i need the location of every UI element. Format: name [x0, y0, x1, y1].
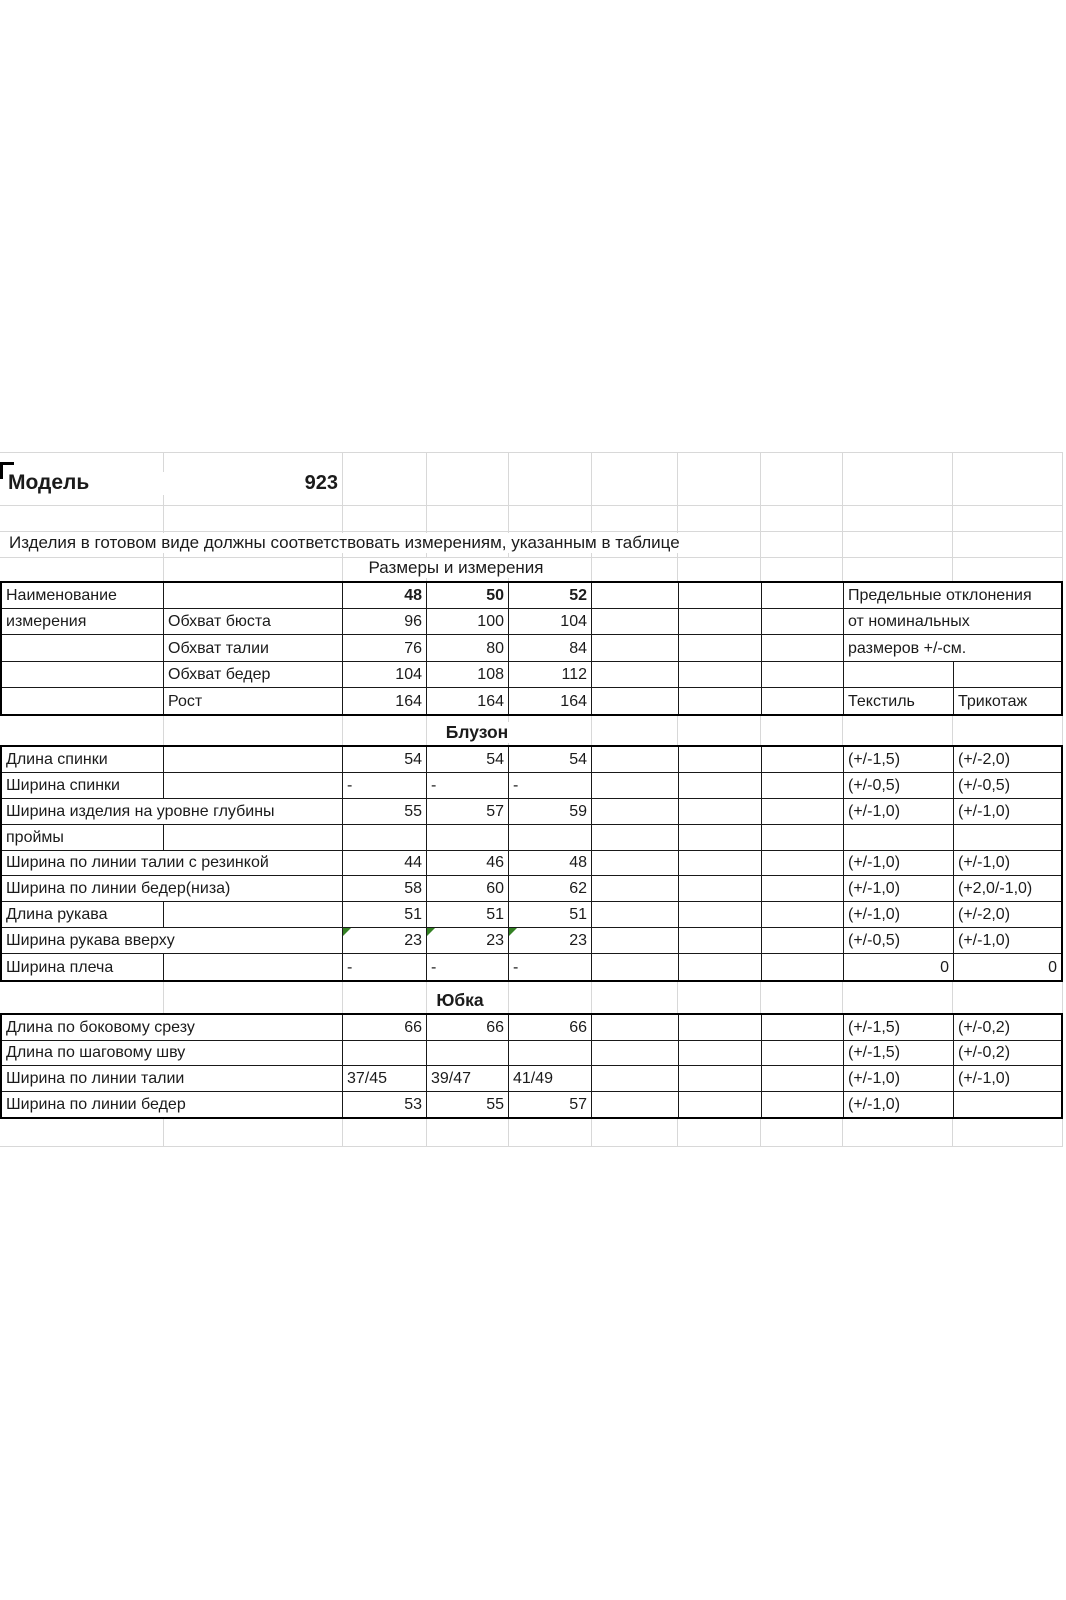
- empty-cell: [592, 825, 679, 851]
- row-label: Ширина по линии бедер(низа): [2, 876, 343, 902]
- empty-cell: [762, 825, 844, 851]
- row-label: Обхват бедер: [164, 662, 343, 688]
- name-header-line1: Наименование: [2, 583, 164, 609]
- tolerance-note-line3: размеров +/-см.: [844, 635, 1061, 661]
- cell-value: 66: [427, 1015, 509, 1041]
- row-label: Длина спинки: [2, 747, 164, 773]
- empty-cell: [679, 747, 762, 773]
- cell-value: -: [343, 773, 427, 799]
- row-label: проймы: [2, 825, 164, 851]
- row-label: Ширина изделия на уровне глубины: [2, 799, 343, 825]
- cell-value: 23: [569, 932, 587, 950]
- knit-tolerance: (+/-2,0): [954, 902, 1061, 928]
- size-52-header: 52: [509, 583, 592, 609]
- empty-cell: [2, 635, 164, 661]
- cell-value: 54: [509, 747, 592, 773]
- cell-value: 164: [427, 688, 509, 714]
- cell-value: 66: [509, 1015, 592, 1041]
- cell-value-flagged: [343, 928, 427, 954]
- empty-cell: [343, 825, 427, 851]
- empty-cell: [762, 876, 844, 902]
- textile-tolerance: (+/-1,0): [844, 799, 954, 825]
- empty-cell: [679, 876, 762, 902]
- knit-tolerance: (+2,0/-1,0): [954, 876, 1061, 902]
- empty-cell: [762, 1015, 844, 1041]
- empty-cell: [679, 825, 762, 851]
- empty-cell: [844, 662, 954, 688]
- conformity-note: Изделия в готовом виде должны соответствовать измерениям, указанным в таблице: [9, 533, 680, 552]
- cell-value: 23: [404, 932, 422, 950]
- empty-cell: [762, 928, 844, 954]
- cell-value: 76: [343, 635, 427, 661]
- cell-value: 96: [343, 609, 427, 635]
- textile-tolerance: (+/-1,5): [844, 1015, 954, 1041]
- empty-cell: [592, 609, 679, 635]
- empty-cell: [762, 688, 844, 714]
- cell-value: 100: [427, 609, 509, 635]
- empty-cell: [2, 688, 164, 714]
- empty-cell: [762, 851, 844, 877]
- empty-cell: [2, 662, 164, 688]
- empty-cell: [762, 747, 844, 773]
- empty-cell: [592, 583, 679, 609]
- cell-value: 44: [343, 851, 427, 877]
- row-label: Обхват бюста: [164, 609, 343, 635]
- table-title: Размеры и измерения: [364, 558, 547, 578]
- textile-column-header: Текстиль: [844, 688, 954, 714]
- empty-cell: [679, 1066, 762, 1092]
- cell-value: 51: [509, 902, 592, 928]
- empty-cell: [679, 799, 762, 825]
- empty-cell: [592, 902, 679, 928]
- textile-tolerance: (+/-1,0): [844, 851, 954, 877]
- empty-cell: [762, 609, 844, 635]
- empty-cell: [164, 773, 343, 799]
- row-label: Ширина по линии талии: [2, 1066, 343, 1092]
- row-label: Ширина рукава вверху: [2, 928, 343, 954]
- empty-cell: [509, 825, 592, 851]
- empty-cell: [592, 1041, 679, 1067]
- knit-tolerance: 0: [1048, 959, 1057, 976]
- empty-cell: [762, 1041, 844, 1067]
- cell-value: 46: [427, 851, 509, 877]
- empty-cell: [679, 928, 762, 954]
- empty-cell: [164, 902, 343, 928]
- row-label: Длина по шаговому шву: [2, 1041, 343, 1067]
- empty-cell: [844, 825, 954, 851]
- empty-cell: [679, 902, 762, 928]
- cell-value: 164: [343, 688, 427, 714]
- cell-value: 164: [509, 688, 592, 714]
- empty-cell: [592, 1066, 679, 1092]
- section-title-skirt: Юбка: [430, 990, 489, 1011]
- empty-cell: [427, 1041, 509, 1067]
- empty-cell: [592, 662, 679, 688]
- knit-tolerance: (+/-2,0): [954, 747, 1061, 773]
- cell-value: 23: [486, 932, 504, 950]
- empty-cell: [954, 1092, 1061, 1118]
- section-title-blouson: Блузон: [440, 722, 515, 743]
- cell-value: 84: [509, 635, 592, 661]
- cell-value: -: [427, 773, 509, 799]
- section-strip-skirt: [0, 982, 1063, 1013]
- empty-cell: [762, 662, 844, 688]
- size-50-header: 50: [427, 583, 509, 609]
- cell-value: -: [509, 773, 592, 799]
- empty-cell: [954, 662, 1061, 688]
- empty-cell: [164, 583, 343, 609]
- cell-value: 57: [427, 799, 509, 825]
- textile-tolerance: (+/-1,0): [844, 1066, 954, 1092]
- empty-cell: [762, 1066, 844, 1092]
- cell-value: 48: [509, 851, 592, 877]
- row-label: Длина рукава: [2, 902, 164, 928]
- empty-cell: [762, 635, 844, 661]
- textile-tolerance: 0: [844, 954, 954, 980]
- textile-tolerance: (+/-0,5): [844, 928, 954, 954]
- cell-value: 54: [343, 747, 427, 773]
- cell-value: 54: [427, 747, 509, 773]
- empty-cell: [592, 635, 679, 661]
- empty-cell: [592, 954, 679, 980]
- blouson-table: [0, 745, 1063, 982]
- error-flag-icon: [427, 928, 435, 936]
- row-label: Обхват талии: [164, 635, 343, 661]
- knit-tolerance: (+/-1,0): [954, 851, 1061, 877]
- knit-column-header: Трикотаж: [958, 693, 1028, 710]
- empty-cell: [592, 851, 679, 877]
- textile-tolerance: (+/-1,0): [844, 876, 954, 902]
- cell-value: 39/47: [427, 1066, 509, 1092]
- cell-value: 112: [509, 662, 592, 688]
- sizes-header-table: [0, 581, 1063, 716]
- knit-tolerance: (+/-0,5): [954, 773, 1061, 799]
- empty-cell: [954, 825, 1061, 851]
- error-flag-icon: [509, 928, 517, 936]
- tolerance-note-line1: Предельные отклонения: [844, 583, 1061, 609]
- row-label: Ширина по линии талии с резинкой: [2, 851, 343, 877]
- cell-value: 62: [509, 876, 592, 902]
- cell-value: 108: [427, 662, 509, 688]
- knit-tolerance: (+/-1,0): [954, 1066, 1061, 1092]
- textile-tolerance: (+/-1,5): [844, 1041, 954, 1067]
- empty-cell: [762, 902, 844, 928]
- knit-tolerance: (+/-1,0): [954, 799, 1061, 825]
- cell-value: -: [427, 954, 509, 980]
- cell-value: -: [509, 954, 592, 980]
- cell-value: -: [343, 954, 427, 980]
- empty-cell: [343, 1041, 427, 1067]
- cell-value: 51: [343, 902, 427, 928]
- gridlines-bottom: [0, 1119, 1063, 1147]
- empty-cell: [592, 1015, 679, 1041]
- cell-value-flagged: [427, 928, 509, 954]
- empty-cell: [679, 851, 762, 877]
- model-number: 923: [163, 472, 342, 495]
- cell-value: 60: [427, 876, 509, 902]
- size-48-header: 48: [343, 583, 427, 609]
- cell-value: 55: [427, 1092, 509, 1118]
- textile-tolerance: (+/-1,0): [844, 902, 954, 928]
- empty-cell: [164, 954, 343, 980]
- name-header-line2: измерения: [2, 609, 164, 635]
- knit-tolerance: (+/-1,0): [954, 928, 1061, 954]
- empty-cell: [427, 825, 509, 851]
- cell-value: 41/49: [509, 1066, 592, 1092]
- empty-cell: [762, 583, 844, 609]
- empty-cell: [762, 1092, 844, 1118]
- section-strip-blouson: [0, 716, 1063, 745]
- textile-tolerance: (+/-0,5): [844, 773, 954, 799]
- empty-cell: [592, 928, 679, 954]
- empty-cell: [679, 662, 762, 688]
- cell-value: 59: [509, 799, 592, 825]
- cell-value: 66: [343, 1015, 427, 1041]
- empty-cell: [679, 688, 762, 714]
- empty-cell: [679, 1041, 762, 1067]
- textile-tolerance: (+/-1,0): [844, 1092, 954, 1118]
- empty-cell: [592, 1092, 679, 1118]
- error-flag-icon: [343, 928, 351, 936]
- row-label: Ширина по линии бедер: [2, 1092, 343, 1118]
- empty-cell: [679, 635, 762, 661]
- empty-cell: [164, 747, 343, 773]
- row-label: Ширина спинки: [2, 773, 164, 799]
- cell-value: 37/45: [343, 1066, 427, 1092]
- empty-cell: [592, 773, 679, 799]
- empty-cell: [592, 799, 679, 825]
- empty-cell: [762, 799, 844, 825]
- empty-cell: [679, 1092, 762, 1118]
- cell-value: 57: [509, 1092, 592, 1118]
- cell-value-flagged: [509, 928, 592, 954]
- empty-cell: [164, 825, 343, 851]
- empty-cell: [679, 954, 762, 980]
- cell-value: 51: [427, 902, 509, 928]
- empty-cell: [762, 954, 844, 980]
- empty-cell: [509, 1041, 592, 1067]
- skirt-table: [0, 1013, 1063, 1119]
- empty-cell: [592, 688, 679, 714]
- cell-value: 58: [343, 876, 427, 902]
- row-label: Длина по боковому срезу: [2, 1015, 343, 1041]
- empty-cell: [762, 773, 844, 799]
- empty-cell: [592, 876, 679, 902]
- knit-tolerance: (+/-0,2): [954, 1015, 1061, 1041]
- knit-tolerance: (+/-0,2): [954, 1041, 1061, 1067]
- textile-tolerance: (+/-1,5): [844, 747, 954, 773]
- model-label: Модель: [8, 471, 90, 494]
- empty-cell: [679, 583, 762, 609]
- row-label: Ширина плеча: [2, 954, 164, 980]
- tolerance-note-line2: от номинальных: [844, 609, 1061, 635]
- cell-value: 104: [509, 609, 592, 635]
- cell-value: 55: [343, 799, 427, 825]
- empty-cell: [592, 747, 679, 773]
- cell-value: 80: [427, 635, 509, 661]
- row-label: Рост: [164, 688, 343, 714]
- cell-value: 53: [343, 1092, 427, 1118]
- empty-cell: [679, 1015, 762, 1041]
- empty-cell: [679, 609, 762, 635]
- empty-cell: [679, 773, 762, 799]
- cell-value: 104: [343, 662, 427, 688]
